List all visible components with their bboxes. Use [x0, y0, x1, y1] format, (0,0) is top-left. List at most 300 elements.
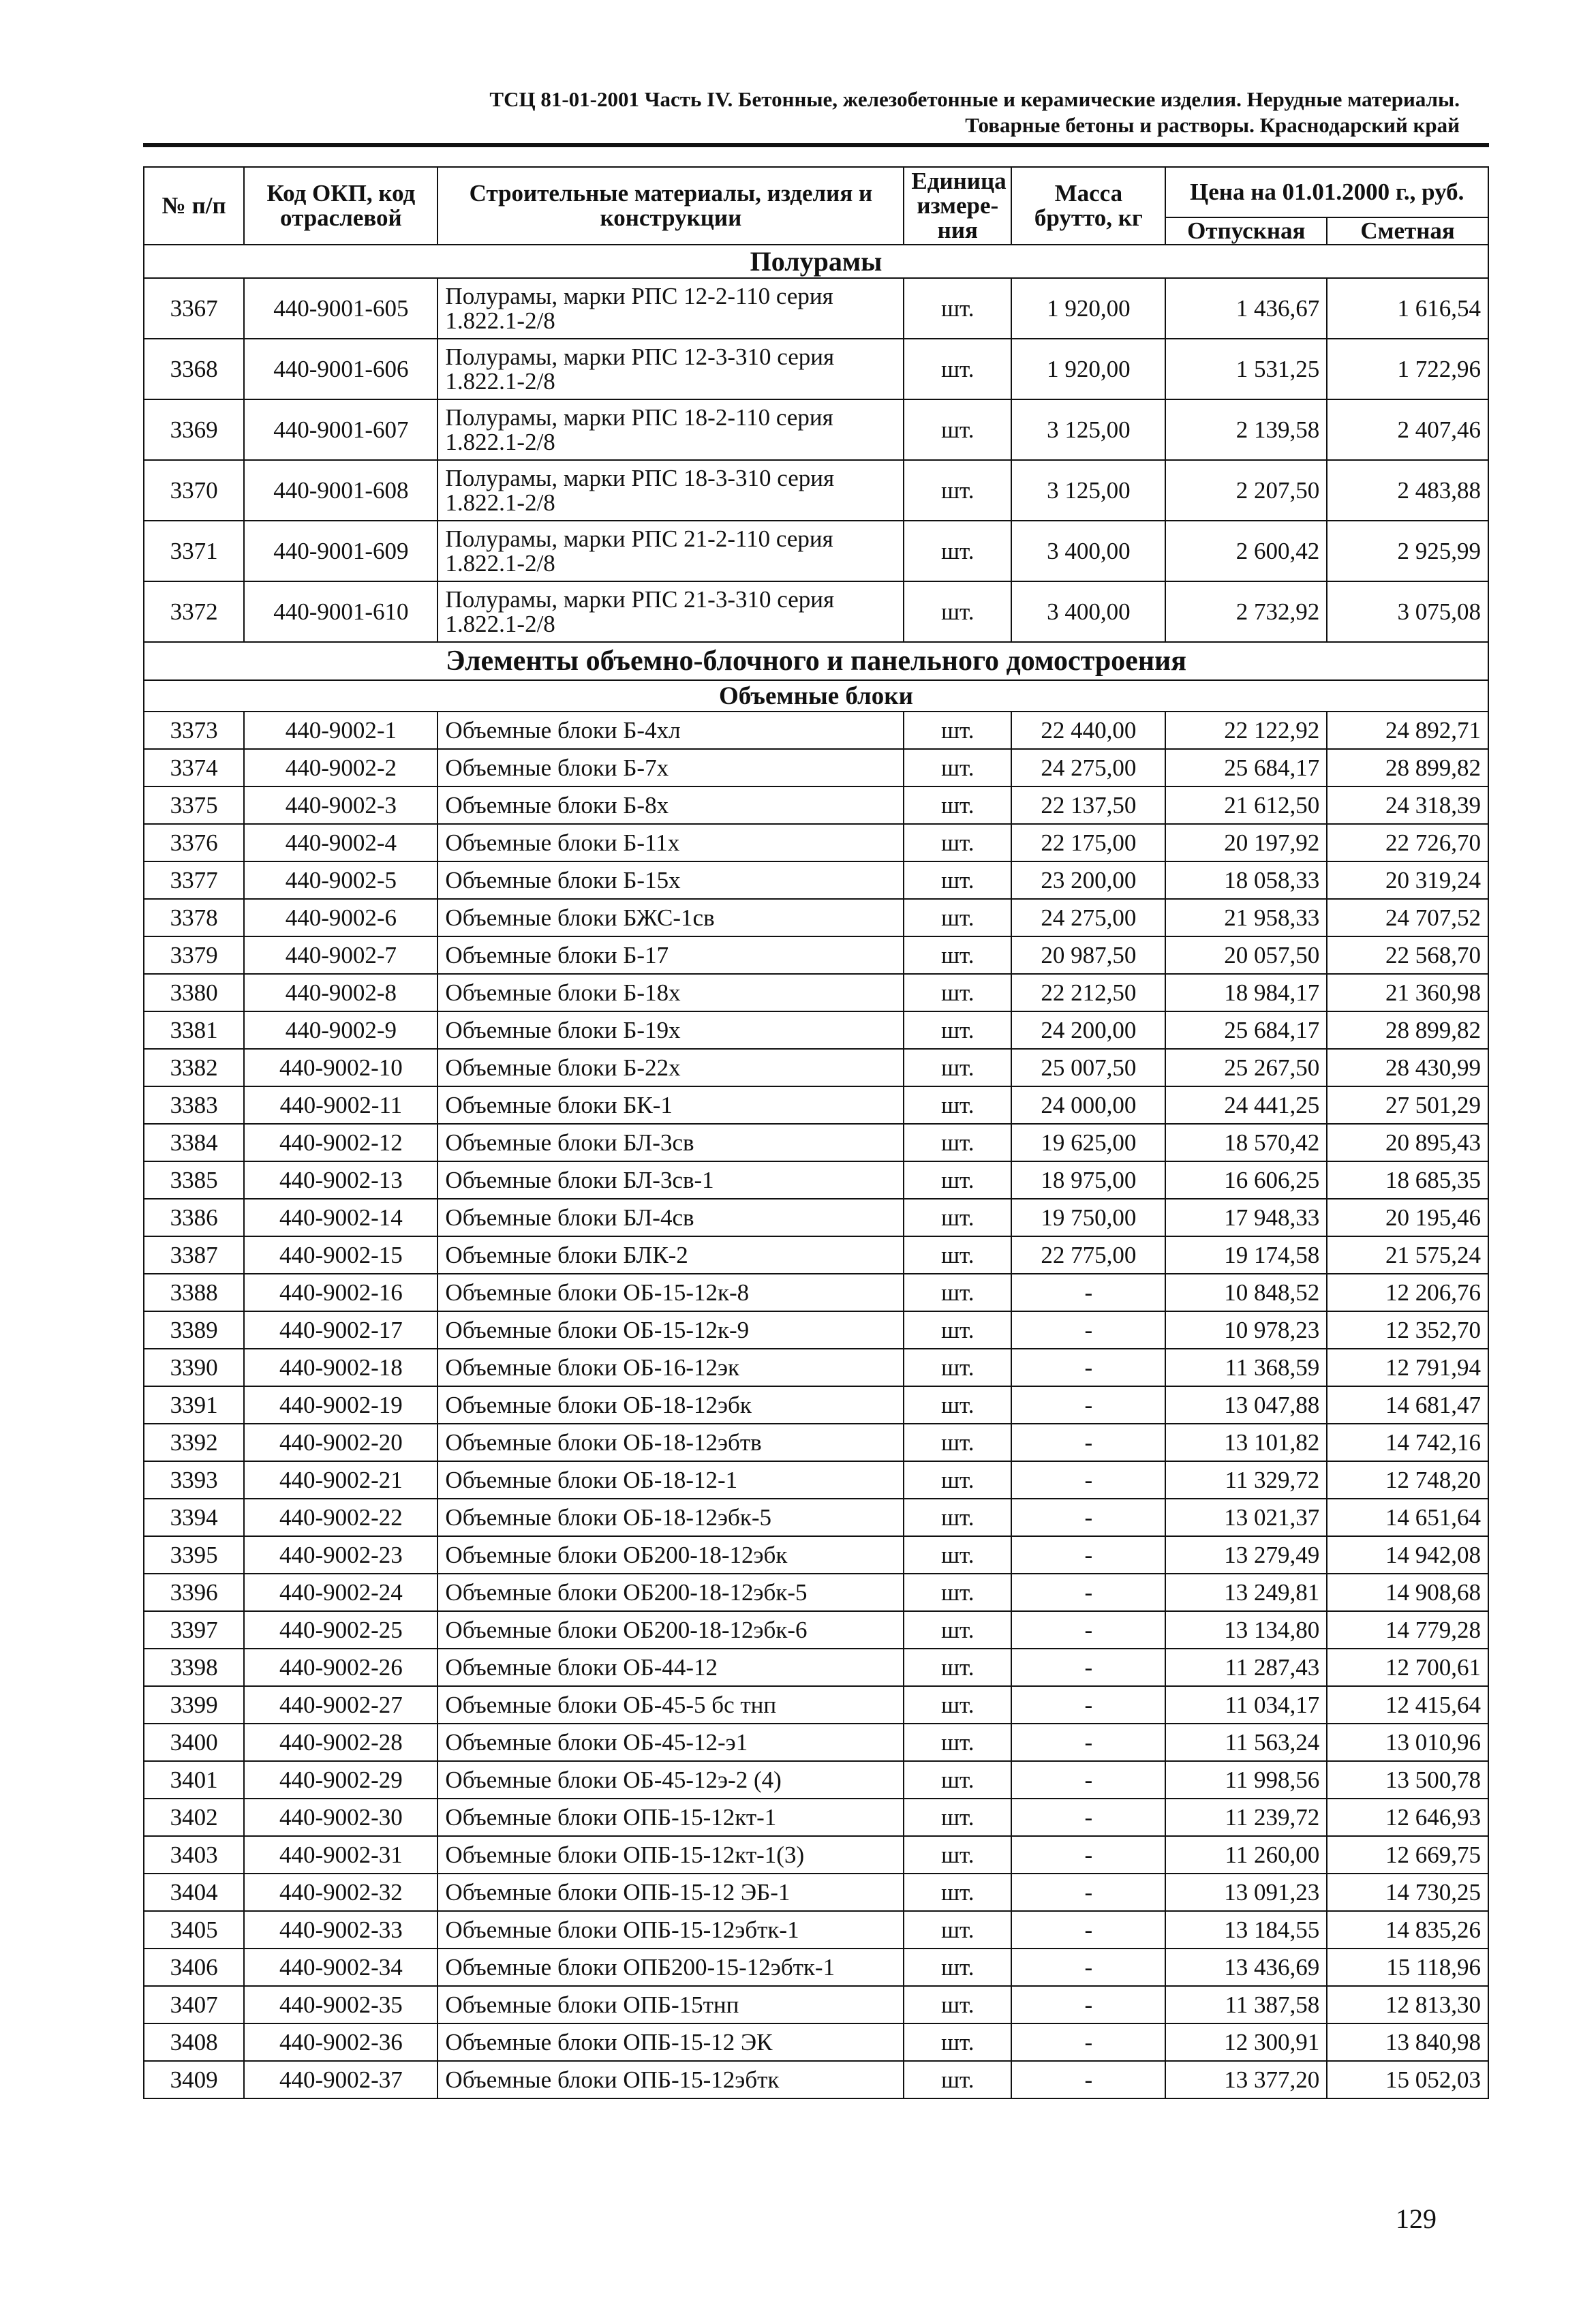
row-num: 3388 — [144, 1274, 244, 1311]
table-row — [144, 1574, 1488, 1611]
row-code: 440-9002-9 — [244, 1011, 438, 1049]
row-price-release: 25 267,50 — [1165, 1049, 1327, 1086]
row-price-estimate: 1 722,96 — [1327, 339, 1488, 399]
row-desc: Полурамы, марки РПС 21-2-110 серия 1.822.1-2/8 — [438, 521, 904, 581]
row-desc: Полурамы, марки РПС 21-3-310 серия 1.822.1-2/8 — [438, 581, 904, 642]
row-code: 440-9002-10 — [244, 1049, 438, 1086]
row-code: 440-9002-35 — [244, 1986, 438, 2023]
table-row — [144, 861, 1488, 899]
row-price-release: 25 684,17 — [1165, 1011, 1327, 1049]
table-row — [144, 521, 1488, 581]
table-row — [144, 749, 1488, 786]
row-price-release: 18 058,33 — [1165, 861, 1327, 899]
header-line-1: ТСЦ 81-01-2001 Часть IV. Бетонные, железобетонные и керамические изделия. Нерудные материалы. — [489, 87, 1460, 111]
row-mass: - — [1011, 1574, 1165, 1611]
row-num: 3375 — [144, 786, 244, 824]
row-code: 440-9001-607 — [244, 399, 438, 460]
row-num: 3377 — [144, 861, 244, 899]
row-price-release: 17 948,33 — [1165, 1199, 1327, 1236]
row-price-estimate: 18 685,35 — [1327, 1161, 1488, 1199]
row-code: 440-9002-1 — [244, 712, 438, 749]
row-num: 3378 — [144, 899, 244, 936]
table-row — [144, 1461, 1488, 1499]
row-price-estimate: 28 899,82 — [1327, 1011, 1488, 1049]
row-desc: Объемные блоки Б-15х — [438, 861, 904, 899]
header-rule — [143, 143, 1489, 147]
row-mass: 24 275,00 — [1011, 749, 1165, 786]
row-desc: Объемные блоки ОБ-15-12к-8 — [438, 1274, 904, 1311]
row-code: 440-9001-609 — [244, 521, 438, 581]
row-price-estimate: 21 575,24 — [1327, 1236, 1488, 1274]
row-code: 440-9002-7 — [244, 936, 438, 974]
row-code: 440-9002-16 — [244, 1274, 438, 1311]
row-num: 3368 — [144, 339, 244, 399]
col-price-group: Цена на 01.01.2000 г., руб. — [1165, 167, 1488, 217]
row-desc: Объемные блоки БЛ-4св — [438, 1199, 904, 1236]
row-code: 440-9002-31 — [244, 1836, 438, 1874]
row-unit: шт. — [904, 824, 1011, 861]
row-unit: шт. — [904, 1724, 1011, 1761]
row-price-release: 13 134,80 — [1165, 1611, 1327, 1649]
table-body — [144, 245, 1488, 2098]
row-num: 3405 — [144, 1911, 244, 1949]
table-row — [144, 1011, 1488, 1049]
row-mass: - — [1011, 1686, 1165, 1724]
row-num: 3376 — [144, 824, 244, 861]
row-price-estimate: 12 791,94 — [1327, 1349, 1488, 1386]
row-num: 3384 — [144, 1124, 244, 1161]
row-desc: Объемные блоки Б-4хл — [438, 712, 904, 749]
row-desc: Объемные блоки Б-22х — [438, 1049, 904, 1086]
row-code: 440-9002-12 — [244, 1124, 438, 1161]
table-row — [144, 1799, 1488, 1836]
row-unit: шт. — [904, 1124, 1011, 1161]
row-num: 3397 — [144, 1611, 244, 1649]
row-mass: - — [1011, 1799, 1165, 1836]
row-code: 440-9002-25 — [244, 1611, 438, 1649]
row-code: 440-9002-13 — [244, 1161, 438, 1199]
row-price-estimate: 14 730,25 — [1327, 1874, 1488, 1911]
row-code: 440-9002-23 — [244, 1536, 438, 1574]
table-row — [144, 1124, 1488, 1161]
row-code: 440-9002-15 — [244, 1236, 438, 1274]
row-code: 440-9002-27 — [244, 1686, 438, 1724]
row-price-estimate: 14 651,64 — [1327, 1499, 1488, 1536]
row-num: 3371 — [144, 521, 244, 581]
row-price-release: 11 387,58 — [1165, 1986, 1327, 2023]
row-mass: - — [1011, 1424, 1165, 1461]
row-unit: шт. — [904, 1236, 1011, 1274]
section-subtitle: Объемные блоки — [144, 680, 1488, 712]
row-unit: шт. — [904, 1274, 1011, 1311]
row-desc: Объемные блоки ОПБ-15-12эбтк — [438, 2061, 904, 2098]
row-price-release: 13 249,81 — [1165, 1574, 1327, 1611]
row-unit: шт. — [904, 1386, 1011, 1424]
section-title: Полурамы — [144, 245, 1488, 278]
row-mass: - — [1011, 1874, 1165, 1911]
row-num: 3387 — [144, 1236, 244, 1274]
row-desc: Объемные блоки Б-18х — [438, 974, 904, 1011]
row-unit: шт. — [904, 2023, 1011, 2061]
row-unit: шт. — [904, 1649, 1011, 1686]
row-mass: 1 920,00 — [1011, 278, 1165, 339]
row-price-estimate: 22 726,70 — [1327, 824, 1488, 861]
row-unit: шт. — [904, 1161, 1011, 1199]
row-unit: шт. — [904, 1611, 1011, 1649]
row-price-release: 20 197,92 — [1165, 824, 1327, 861]
row-num: 3389 — [144, 1311, 244, 1349]
table-row — [144, 1911, 1488, 1949]
row-mass: 3 125,00 — [1011, 460, 1165, 521]
table-row — [144, 824, 1488, 861]
row-desc: Объемные блоки ОПБ-15-12кт-1(3) — [438, 1836, 904, 1874]
row-unit: шт. — [904, 1461, 1011, 1499]
row-code: 440-9002-30 — [244, 1799, 438, 1836]
col-unit: Единица измере- ния — [904, 167, 1011, 245]
row-num: 3374 — [144, 749, 244, 786]
row-unit: шт. — [904, 974, 1011, 1011]
row-price-estimate: 13 010,96 — [1327, 1724, 1488, 1761]
row-code: 440-9002-29 — [244, 1761, 438, 1799]
row-code: 440-9002-32 — [244, 1874, 438, 1911]
row-mass: - — [1011, 1311, 1165, 1349]
row-unit: шт. — [904, 1311, 1011, 1349]
row-code: 440-9002-5 — [244, 861, 438, 899]
row-price-release: 11 239,72 — [1165, 1799, 1327, 1836]
row-price-estimate: 12 352,70 — [1327, 1311, 1488, 1349]
row-unit: шт. — [904, 581, 1011, 642]
table-row — [144, 712, 1488, 749]
row-price-estimate: 24 892,71 — [1327, 712, 1488, 749]
row-mass: 3 400,00 — [1011, 521, 1165, 581]
row-desc: Объемные блоки ОБ-16-12эк — [438, 1349, 904, 1386]
row-num: 3396 — [144, 1574, 244, 1611]
row-unit: шт. — [904, 749, 1011, 786]
table-row — [144, 339, 1488, 399]
row-desc: Объемные блоки Б-17 — [438, 936, 904, 974]
row-num: 3400 — [144, 1724, 244, 1761]
row-price-estimate: 13 840,98 — [1327, 2023, 1488, 2061]
table-row — [144, 1236, 1488, 1274]
row-desc: Объемные блоки ОБ-18-12эбк-5 — [438, 1499, 904, 1536]
row-price-release: 13 101,82 — [1165, 1424, 1327, 1461]
row-desc: Объемные блоки БЛК-2 — [438, 1236, 904, 1274]
table-row — [144, 1424, 1488, 1461]
row-mass: 3 400,00 — [1011, 581, 1165, 642]
row-price-estimate: 14 779,28 — [1327, 1611, 1488, 1649]
col-price-release: Отпускная — [1165, 217, 1327, 245]
row-num: 3383 — [144, 1086, 244, 1124]
row-unit: шт. — [904, 712, 1011, 749]
row-desc: Объемные блоки ОБ200-18-12эбк-5 — [438, 1574, 904, 1611]
row-unit: шт. — [904, 861, 1011, 899]
row-price-release: 2 600,42 — [1165, 521, 1327, 581]
row-price-release: 12 300,91 — [1165, 2023, 1327, 2061]
row-unit: шт. — [904, 1911, 1011, 1949]
row-desc: Объемные блоки БЖС-1св — [438, 899, 904, 936]
row-price-release: 21 958,33 — [1165, 899, 1327, 936]
row-price-estimate: 12 646,93 — [1327, 1799, 1488, 1836]
row-price-estimate: 12 813,30 — [1327, 1986, 1488, 2023]
row-unit: шт. — [904, 936, 1011, 974]
row-code: 440-9002-6 — [244, 899, 438, 936]
row-desc: Объемные блоки ОПБ-15-12эбтк-1 — [438, 1911, 904, 1949]
table-row — [144, 1199, 1488, 1236]
row-price-release: 13 047,88 — [1165, 1386, 1327, 1424]
row-num: 3403 — [144, 1836, 244, 1874]
row-unit: шт. — [904, 1874, 1011, 1911]
row-desc: Объемные блоки ОПБ-15-12 ЭБ-1 — [438, 1874, 904, 1911]
table-row — [144, 1049, 1488, 1086]
row-price-estimate: 15 052,03 — [1327, 2061, 1488, 2098]
row-num: 3381 — [144, 1011, 244, 1049]
row-price-estimate: 20 195,46 — [1327, 1199, 1488, 1236]
table-row — [144, 1349, 1488, 1386]
row-desc: Полурамы, марки РПС 18-3-310 серия 1.822.1-2/8 — [438, 460, 904, 521]
row-unit: шт. — [904, 1536, 1011, 1574]
row-mass: 23 200,00 — [1011, 861, 1165, 899]
table-row — [144, 460, 1488, 521]
row-num: 3390 — [144, 1349, 244, 1386]
row-code: 440-9002-33 — [244, 1911, 438, 1949]
table-row — [144, 1686, 1488, 1724]
row-num: 3398 — [144, 1649, 244, 1686]
row-mass: - — [1011, 1724, 1165, 1761]
table-row — [144, 1724, 1488, 1761]
row-unit: шт. — [904, 1574, 1011, 1611]
header-line-2: Товарные бетоны и растворы. Краснодарский край — [965, 113, 1460, 137]
table-row — [144, 1649, 1488, 1686]
row-mass: 22 775,00 — [1011, 1236, 1165, 1274]
row-mass: - — [1011, 1649, 1165, 1686]
row-price-estimate: 20 895,43 — [1327, 1124, 1488, 1161]
row-num: 3392 — [144, 1424, 244, 1461]
row-unit: шт. — [904, 521, 1011, 581]
table-row — [144, 2061, 1488, 2098]
row-desc: Объемные блоки ОБ-18-12эбтв — [438, 1424, 904, 1461]
row-price-release: 1 436,67 — [1165, 278, 1327, 339]
col-mass: Масса брутто, кг — [1011, 167, 1165, 245]
row-num: 3394 — [144, 1499, 244, 1536]
row-desc: Объемные блоки Б-19х — [438, 1011, 904, 1049]
row-mass: - — [1011, 1611, 1165, 1649]
row-num: 3369 — [144, 399, 244, 460]
row-num: 3372 — [144, 581, 244, 642]
row-price-estimate: 12 415,64 — [1327, 1686, 1488, 1724]
table-row — [144, 936, 1488, 974]
row-code: 440-9002-24 — [244, 1574, 438, 1611]
row-desc: Полурамы, марки РПС 12-3-310 серия 1.822.1-2/8 — [438, 339, 904, 399]
row-mass: 18 975,00 — [1011, 1161, 1165, 1199]
row-mass: - — [1011, 1349, 1165, 1386]
row-unit: шт. — [904, 899, 1011, 936]
page-number: 129 — [1396, 2203, 1437, 2234]
row-code: 440-9002-37 — [244, 2061, 438, 2098]
price-table — [143, 166, 1489, 2099]
table-row — [144, 786, 1488, 824]
row-price-release: 18 570,42 — [1165, 1124, 1327, 1161]
table-row — [144, 1949, 1488, 1986]
row-price-estimate: 2 483,88 — [1327, 460, 1488, 521]
row-price-estimate: 14 835,26 — [1327, 1911, 1488, 1949]
row-code: 440-9002-18 — [244, 1349, 438, 1386]
row-mass: - — [1011, 1274, 1165, 1311]
row-num: 3407 — [144, 1986, 244, 2023]
row-price-release: 20 057,50 — [1165, 936, 1327, 974]
row-unit: шт. — [904, 399, 1011, 460]
row-num: 3406 — [144, 1949, 244, 1986]
table-row — [144, 1311, 1488, 1349]
row-desc: Объемные блоки ОПБ200-15-12эбтк-1 — [438, 1949, 904, 1986]
table-row — [144, 1611, 1488, 1649]
row-price-estimate: 13 500,78 — [1327, 1761, 1488, 1799]
row-num: 3391 — [144, 1386, 244, 1424]
row-unit: шт. — [904, 1011, 1011, 1049]
row-code: 440-9002-11 — [244, 1086, 438, 1124]
table-row — [144, 1536, 1488, 1574]
row-unit: шт. — [904, 1349, 1011, 1386]
row-price-estimate: 12 206,76 — [1327, 1274, 1488, 1311]
row-code: 440-9002-26 — [244, 1649, 438, 1686]
row-desc: Объемные блоки БЛ-3св — [438, 1124, 904, 1161]
row-unit: шт. — [904, 460, 1011, 521]
row-mass: 3 125,00 — [1011, 399, 1165, 460]
row-desc: Объемные блоки БК-1 — [438, 1086, 904, 1124]
table-row — [144, 278, 1488, 339]
row-code: 440-9002-4 — [244, 824, 438, 861]
row-desc: Объемные блоки ОПБ-15тнп — [438, 1986, 904, 2023]
row-desc: Объемные блоки ОБ-44-12 — [438, 1649, 904, 1686]
row-price-release: 10 848,52 — [1165, 1274, 1327, 1311]
row-unit: шт. — [904, 1424, 1011, 1461]
row-unit: шт. — [904, 1086, 1011, 1124]
row-unit: шт. — [904, 786, 1011, 824]
table-row — [144, 899, 1488, 936]
row-price-release: 13 091,23 — [1165, 1874, 1327, 1911]
row-desc: Объемные блоки ОБ-18-12эбк — [438, 1386, 904, 1424]
row-price-estimate: 3 075,08 — [1327, 581, 1488, 642]
table-row — [144, 1836, 1488, 1874]
row-unit: шт. — [904, 1499, 1011, 1536]
row-num: 3408 — [144, 2023, 244, 2061]
row-desc: Объемные блоки Б-7х — [438, 749, 904, 786]
row-price-release: 11 998,56 — [1165, 1761, 1327, 1799]
row-code: 440-9002-14 — [244, 1199, 438, 1236]
row-price-estimate: 14 681,47 — [1327, 1386, 1488, 1424]
row-mass: - — [1011, 2061, 1165, 2098]
row-unit: шт. — [904, 1986, 1011, 2023]
row-unit: шт. — [904, 1836, 1011, 1874]
row-price-estimate: 12 748,20 — [1327, 1461, 1488, 1499]
row-price-release: 21 612,50 — [1165, 786, 1327, 824]
row-desc: Объемные блоки ОБ-45-5 бс тнп — [438, 1686, 904, 1724]
row-mass: 24 200,00 — [1011, 1011, 1165, 1049]
row-num: 3401 — [144, 1761, 244, 1799]
row-price-release: 13 436,69 — [1165, 1949, 1327, 1986]
table-row — [144, 1386, 1488, 1424]
row-num: 3379 — [144, 936, 244, 974]
row-code: 440-9002-17 — [244, 1311, 438, 1349]
row-code: 440-9002-19 — [244, 1386, 438, 1424]
row-num: 3380 — [144, 974, 244, 1011]
row-price-estimate: 28 899,82 — [1327, 749, 1488, 786]
row-code: 440-9002-34 — [244, 1949, 438, 1986]
row-num: 3382 — [144, 1049, 244, 1086]
row-price-release: 11 287,43 — [1165, 1649, 1327, 1686]
row-mass: - — [1011, 1836, 1165, 1874]
row-num: 3395 — [144, 1536, 244, 1574]
row-price-release: 19 174,58 — [1165, 1236, 1327, 1274]
row-price-estimate: 1 616,54 — [1327, 278, 1488, 339]
row-desc: Объемные блоки ОБ200-18-12эбк — [438, 1536, 904, 1574]
row-num: 3399 — [144, 1686, 244, 1724]
row-desc: Объемные блоки ОБ-15-12к-9 — [438, 1311, 904, 1349]
row-price-estimate: 2 925,99 — [1327, 521, 1488, 581]
row-code: 440-9002-2 — [244, 749, 438, 786]
col-num: № п/п — [144, 167, 244, 245]
row-price-estimate: 14 908,68 — [1327, 1574, 1488, 1611]
row-code: 440-9001-610 — [244, 581, 438, 642]
row-price-release: 13 377,20 — [1165, 2061, 1327, 2098]
row-unit: шт. — [904, 339, 1011, 399]
row-price-release: 16 606,25 — [1165, 1161, 1327, 1199]
row-price-estimate: 21 360,98 — [1327, 974, 1488, 1011]
row-mass: - — [1011, 1499, 1165, 1536]
row-code: 440-9001-606 — [244, 339, 438, 399]
row-unit: шт. — [904, 1949, 1011, 1986]
row-mass: - — [1011, 2023, 1165, 2061]
row-price-release: 24 441,25 — [1165, 1086, 1327, 1124]
row-price-estimate: 12 669,75 — [1327, 1836, 1488, 1874]
table-row — [144, 974, 1488, 1011]
row-mass: 22 175,00 — [1011, 824, 1165, 861]
row-price-estimate: 24 707,52 — [1327, 899, 1488, 936]
col-price-estimate: Сметная — [1327, 217, 1488, 245]
row-code: 440-9002-8 — [244, 974, 438, 1011]
row-mass: - — [1011, 1911, 1165, 1949]
row-price-estimate: 14 742,16 — [1327, 1424, 1488, 1461]
row-unit: шт. — [904, 2061, 1011, 2098]
row-unit: шт. — [904, 1199, 1011, 1236]
row-mass: 22 212,50 — [1011, 974, 1165, 1011]
row-price-release: 22 122,92 — [1165, 712, 1327, 749]
row-num: 3385 — [144, 1161, 244, 1199]
row-price-estimate: 27 501,29 — [1327, 1086, 1488, 1124]
row-unit: шт. — [904, 1761, 1011, 1799]
row-mass: 24 000,00 — [1011, 1086, 1165, 1124]
row-price-release: 2 207,50 — [1165, 460, 1327, 521]
row-num: 3409 — [144, 2061, 244, 2098]
row-mass: 25 007,50 — [1011, 1049, 1165, 1086]
row-desc: Объемные блоки ОБ200-18-12эбк-6 — [438, 1611, 904, 1649]
row-desc: Объемные блоки ОБ-45-12э-2 (4) — [438, 1761, 904, 1799]
row-mass: - — [1011, 1761, 1165, 1799]
section-title: Элементы объемно-блочного и панельного домостроения — [144, 642, 1488, 680]
row-code: 440-9001-608 — [244, 460, 438, 521]
row-desc: Полурамы, марки РПС 18-2-110 серия 1.822.1-2/8 — [438, 399, 904, 460]
row-unit: шт. — [904, 1686, 1011, 1724]
row-mass: - — [1011, 1986, 1165, 2023]
table-row — [144, 399, 1488, 460]
row-mass: 1 920,00 — [1011, 339, 1165, 399]
row-desc: Объемные блоки ОБ-18-12-1 — [438, 1461, 904, 1499]
row-price-estimate: 22 568,70 — [1327, 936, 1488, 974]
col-code: Код ОКП, код отраслевой — [244, 167, 438, 245]
row-num: 3370 — [144, 460, 244, 521]
row-desc: Объемные блоки Б-8х — [438, 786, 904, 824]
row-desc: Объемные блоки ОПБ-15-12 ЭК — [438, 2023, 904, 2061]
table-header — [144, 167, 1488, 245]
